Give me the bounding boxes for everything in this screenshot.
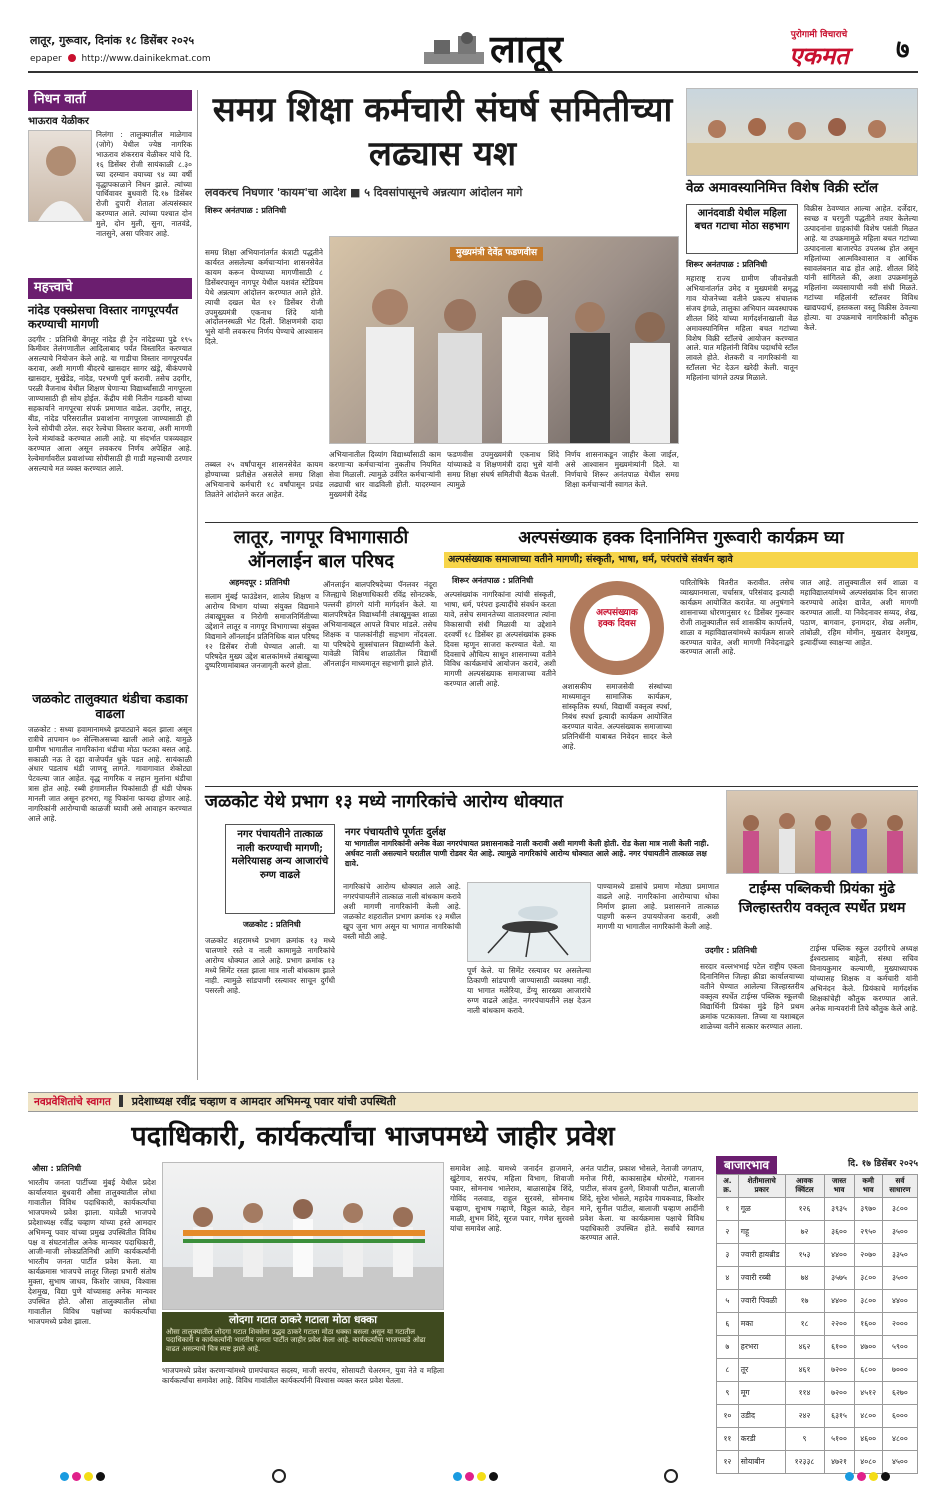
market-title: बाजारभाव [716, 1156, 777, 1174]
epaper-icon [68, 54, 76, 62]
epaper-line [30, 54, 211, 66]
market-row [717, 1221, 918, 1244]
market-cell: गूळ [738, 1198, 785, 1221]
market-cell: ४७२१ [824, 1451, 854, 1474]
mosquito-icon [468, 883, 591, 962]
stall-col1: महाराष्ट्र राज्य ग्रामीण जीवनोन्नती अभियानांतर्गत उमेद व मुख्यमंत्री समृद्ध गाव योजनेच्या वतीने प्रकल्प संचालक संजय इंगळे, तालुका अभियान व्यवस्थापक शीतल शिंदे यांच्या मार्गदर्शनाखाली वेळ अमावस्यानिमित्त महिला बचत गटांच्या विशेष विक्री स्टॉलचे आयोजन करण्यात आले. यात महिलांनी विविध पदार्थांचे स्टॉल लावले होते. शेतकरी व नागरिकांनी या स्टॉलला भेट देऊन खरेदी केली. यातून महिलांना चांगले उत्पन्न मिळाले. [686, 274, 798, 383]
market-col-header: आवक क्विंटल [785, 1175, 824, 1198]
market-cell: १६०० [854, 1313, 882, 1336]
bjp-col4: अनंत पाटील, प्रकाश भोसले, नेताजी जगताप, मनोज गिरी, काकासाहेब थोरमोटे, गजानन पाटील, संजय हुलगे, शिवाजी पाटील, बालाजी शिंदे, सुरेश भोसले, महादेव गायकवाड, किशोर माने, सुनील पाटील, बालाजी चव्हाण आदींनी प्रवेश केला. या कार्यक्रमास पक्षाचे विविध पदाधिकारी उपस्थित होते. सर्वांचे स्वागत करण्यात आले. [580, 1164, 704, 1243]
health-story [205, 790, 719, 1070]
market-cell: ३५७५ [824, 1267, 854, 1290]
black-dot [489, 1472, 498, 1481]
market-cell: १० [717, 1405, 739, 1428]
market-cell: ४०८० [854, 1451, 882, 1474]
market-cell: ६ [717, 1313, 739, 1336]
yellow-dot [869, 1472, 878, 1481]
bal-parishad-headline: लातूर, नागपूर विभागासाठी ऑनलाईन बाल परिषद [233, 527, 409, 572]
market-cell: ४ [717, 1267, 739, 1290]
market-cell: ३५०० [882, 1267, 917, 1290]
dateline: लातूर, गुरूवार, दिनांक १८ डिसेंबर २०२५ [30, 34, 195, 47]
row-divider-1 [205, 522, 918, 523]
meeting-photo-icon [330, 237, 679, 444]
yellow-dot [84, 1472, 93, 1481]
lead-story [205, 88, 680, 520]
health-headline: जळकोट येथे प्रभाग १३ मध्ये नागरिकांचे आरोग्य धोक्यात [205, 792, 563, 812]
important-text: उदगीर : प्रतिनिधी बेंगलूर नांदेड ही ट्रेन नांदेडच्या पुढे १९५ किमीवर तेलंगणातील आदिलाबाद पर्यंत विस्तारित करण्यात असल्याचे नियोजन केले आहे. या गाडीचा विस्तार नागपूरपर्यंत करावा, अशी मागणी बीदरचे खासदार सागर खंड्रे, बीकंपणचे खासदार, मुखेडेड, नांदेड, परभणी पूर्ण करावी. तसेच उदगीर, परळी वैजनाथ येथील शिक्षण घेणाऱ्या विद्यार्थ्यांसाठी नागपूरला जाण्यासाठी ही सोय होईल. केंद्रीय मंत्री नितीन गडकरी यांच्या सहकार्याने नागपूरचा संपर्क प्रमाणात वाढेल. उदगीर, लातूर, बीड, नांदेड परिसरातील प्रवाशांना नागपूरला जाण्यासाठी ही रेल्वे सोयीची ठरेल. सदर रेल्वेचा विस्तार करावा, अशी मागणी रेल्वे मंत्र्यांकडे करण्यात आली आहे. या संदर्भात पत्रव्यवहार करण्यात आला असून लवकरच निर्णय अपेक्षित आहे. रेल्वेमार्गावरील प्रवाशांच्या सोयीसाठी ही गाडी महत्त्वाची ठरणार असल्याचे मत व्यक्त करण्यात आले. [28, 334, 192, 473]
market-cell: ९ [785, 1428, 824, 1451]
market-cell: ५ [717, 1290, 739, 1313]
jalkot-cold-text: जळकोट : सध्या हवामानामध्ये झपाट्याने बदल झाला असून रात्रीचे तापमान ७० सेल्सिअसच्या खाली आले आहे. यामुळे ग्रामीण भागातील नागरिकांना थंडीचा मोठा फटका बसत आहे. सकाळी नऊ ते दहा वाजेपर्यंत धुके पडत आहे. सायंकाळी अंधार पडताच थंडी जाणवू लागते. गावागावात शेकोट्या पेटवल्या जात आहेत. वृद्ध नागरिक व लहान मुलांना थंडीचा त्रास होत आहे. रब्बी हंगामातील पिकांसाठी ही थंडी पोषक मानली जात असून हरभरा, गहू पिकांना फायदा होणार आहे. नागरिकांनी आरोग्याची काळजी घ्यावी असे आवाहन करण्यात आले आहे. [28, 724, 192, 824]
yellow-dot [477, 1472, 486, 1481]
market-cell: मका [738, 1313, 785, 1336]
lead-photo [329, 236, 679, 444]
market-cell: ९ [717, 1382, 739, 1405]
market-col-header: अ. क्र. [717, 1175, 739, 1198]
minority-col1: अल्पसंख्यांक नागरिकांना त्यांची संस्कृती, भाषा, धर्म, परंपरा इत्यादींचे संवर्धन करता यावे, तसेच समानतेच्या वातावरणात त्यांना विकासाची संधी मिळावी या उद्देशाने दरवर्षी १८ डिसेंबर हा अल्पसंख्यांक हक्क दिवस म्हणून साजरा करण्यात येतो. या दिवसाचे औचित्य साधून शासनाच्या वतीने विविध कार्यक्रमांचे आयोजन करावे, अशी मागणी अल्पसंख्याक समाजाच्या वतीने करण्यात आली आहे. [444, 590, 556, 689]
market-cell: ६१०० [824, 1336, 854, 1359]
cyan-dot [845, 1472, 854, 1481]
health-byline: जळकोट : प्रतिनिधी [243, 920, 301, 929]
market-header [716, 1156, 918, 1174]
market-cell: करडी [738, 1428, 785, 1451]
market-col-header: जास्त भाव [824, 1175, 854, 1198]
epaper-label: epaper [30, 54, 62, 64]
bjp-photo-caption-text: औसा तालुक्यातील लोदगा गटात शिवसेना उद्धव ठाकरे गटाला मोठा धक्का बसला असून या गटातील पदाधिकारी व कार्यकर्त्यांनी भारतीय जनता पार्टीत जाहीर प्रवेश केला आहे. कार्यकर्त्यांचा भाजपकडे ओढा वाढत असल्याचे चित्र स्पष्ट झाले आहे. [166, 1327, 426, 1354]
market-cell: ६००० [882, 1405, 917, 1428]
market-cell: ४५१२ [854, 1382, 882, 1405]
health-lead-label: नगर पंचायतीचे पूर्णतः दुर्लक्ष [345, 827, 446, 838]
market-col-header: शेतीमालाचे प्रकार [738, 1175, 785, 1198]
market-cell: २ [717, 1221, 739, 1244]
dots-left [60, 1472, 105, 1481]
lead-col1 [205, 248, 323, 458]
award-group-icon [727, 791, 918, 874]
party-joining-photo-icon [163, 1163, 444, 1310]
person-portrait-icon [29, 131, 92, 222]
market-cell: २२०० [824, 1313, 854, 1336]
bjp-byline: औसा : प्रतिनिधी [32, 1164, 82, 1173]
brand-logo [748, 30, 890, 72]
magenta-dot [465, 1472, 474, 1481]
market-row [717, 1359, 918, 1382]
health-box [225, 824, 335, 914]
market-date: दि. १७ डिसेंबर २०२५ [847, 1159, 918, 1170]
market-cell: ४६०० [854, 1428, 882, 1451]
market-cell: ४४०० [824, 1290, 854, 1313]
lead-col2: अभियानातील दिव्यांग विद्यार्थ्यांसाठी काम करणाऱ्या कर्मचाऱ्यांना नुकतीच नियमित सेवा मिळाली. त्यामुळे उर्वरित कर्मचाऱ्यांनी लढ्याची धार वाढविली होती. यादरम्यान मुख्यमंत्री देवेंद्र [329, 450, 441, 499]
jalkot-cold-headline: जळकोट तालुक्यात थंडीचा कडाका वाढला [32, 690, 188, 722]
market-cell: गहू [738, 1221, 785, 1244]
minority-story [444, 526, 918, 782]
lead-col3: फडणवीस उपमुख्यमंत्री एकनाथ शिंदे यांच्याकडे व शिक्षणमंत्री दादा भुसे यांनी समग्र शिक्षा संघर्ष समितीची बैठक घेतली. त्यामुळे [447, 450, 559, 489]
health-col2: नागरिकांचे आरोग्य धोक्यात आले आहे. नगरपंचायतीने तात्काळ नाली बांधकाम करावे अशी मागणी नागरिकांनी केली आहे. जळकोट शहरातील प्रभाग क्रमांक १३ मधील खूप जुना भाग असून या भागात नागरिकांची वस्ती मोठी आहे. [343, 882, 461, 941]
health-lead [345, 826, 719, 876]
magenta-dot [857, 1472, 866, 1481]
times-col1: सरदार वल्लभभाई पटेल राष्ट्रीय एकता दिनानिमित्त जिल्हा क्रीडा कार्यालयाच्या वतीने घेण्यात आलेल्या जिल्हास्तरीय वक्तृत्व स्पर्धेत टाईम्स पब्लिक स्कूलची विद्यार्थिनी प्रियंका मुंढे हिने प्रथम क्रमांक पटकावला. तिच्या या यशाबद्दल शाळेच्या वतीने सत्कार करण्यात आला. [700, 962, 804, 1031]
bjp-banner-sep [119, 1095, 123, 1107]
market-cell: १२६ [785, 1198, 824, 1221]
market-cell: ७४ [785, 1267, 824, 1290]
market-cell: ४८०० [854, 1405, 882, 1428]
market-row [717, 1267, 918, 1290]
bal-parishad-col2: ऑनलाईन बालपरिषदेच्या पॅनलवर नंदूरा जिल्ह्याचे शिक्षणाधिकारी रविंद्र सोनटक्के, पल्लवी हांगरगे यांनी मार्गदर्शन केले. या बालपरिषदेत विद्यार्थ्यांनी तंबाखूमुक्त शाळा अभियानाबद्दल आपले विचार मांडले. तसेच शिक्षक व पालकांनीही सहभाग नोंदवला. या परिषदेचे सूत्रसंचालन विद्यार्थ्यांनी केले. यावेळी विविध शाळांतील विद्यार्थी ऑनलाईन माध्यमातून सहभागी झाले होते. [323, 580, 437, 669]
market-box [716, 1156, 918, 1467]
market-row [717, 1290, 918, 1313]
market-cell: ३३५० [882, 1244, 917, 1267]
bal-parishad-byline: अहमदपूर : प्रतिनिधी [229, 578, 290, 587]
market-cell: ७००० [882, 1359, 917, 1382]
market-cell: ७२०० [824, 1382, 854, 1405]
minority-col2: अशासकीय समाजसेवी संस्थांच्या माध्यमातून सामाजिक कार्यक्रम, सांस्कृतिक स्पर्धा, विद्यार्थी वक्तृत्व स्पर्धा, निबंध स्पर्धा इत्यादी कार्यक्रम आयोजित करण्यात यावेत. अल्पसंख्याक समाजाच्या प्रतिनिधींनी याबाबत निवेदन सादर केले आहे. [562, 682, 672, 751]
obituary-section-title: निधन वार्ता [28, 90, 192, 111]
market-cell: ११ [717, 1428, 739, 1451]
cyan-dot [60, 1472, 69, 1481]
market-cell: सोयाबीन [738, 1451, 785, 1474]
bal-parishad-col1: सलाम मुंबई फाउंडेशन, शालेय शिक्षण व आरोग्य विभाग यांच्या संयुक्त विद्यमाने तंबाखूमुक्त व निरोगी समाजनिर्मितीच्या उद्देशाने लातूर व नागपूर विभागाच्या संयुक्त विद्यमाने ऑनलाईन प्रतिनिधिक बाल परिषद १२ डिसेंबर रोजी घेण्यात आली. या परिषदेत मुख्य उद्देश बालकांमध्ये तंबाखूच्या दुष्परिणामांबाबत जनजागृती करणे होता. [205, 592, 319, 671]
photo-banner: मुख्यमंत्री देवेंद्र फडणवीस [450, 247, 543, 261]
cyan-dot [453, 1472, 462, 1481]
important-section-title: महत्त्वाचे [28, 278, 192, 299]
mosquito-photo [467, 882, 591, 962]
market-cell: ४६१ [785, 1359, 824, 1382]
stall-subhead: आनंदवाडी येथील महिला बचत गटाचा मोठा सहभाग [694, 208, 790, 232]
brand-tagline: पुरोगामी विचाराचे [790, 30, 848, 40]
bjp-photo-caption [162, 1312, 444, 1362]
stall-photo [686, 88, 918, 176]
market-cell: ५१०० [824, 1428, 854, 1451]
market-cell: ७ [717, 1336, 739, 1359]
market-col-header: सर्व साधारण [882, 1175, 917, 1198]
market-cell: ७२०० [824, 1359, 854, 1382]
times-headline: टाईम्स पब्लिकची प्रियंका मुंढे जिल्हास्तरीय वक्तृत्व स्पर्धेत प्रथम [738, 881, 906, 916]
times-col2: टाईम्स पब्लिक स्कूल उदगीरचे अध्यक्ष ईश्वरप्रसाद बाहेती, संस्था सचिव विनायकुमार कल्याणी, मुख्याध्यापक यांच्यासह शिक्षक व कर्मचारी यांनी अभिनंदन केले. प्रियंकाचे मार्गदर्शक शिक्षकांचेही कौतुक करण्यात आले. अनेक मान्यवरांनी तिचे कौतुक केले आहे. [810, 944, 918, 1013]
obituary-photo [28, 130, 92, 222]
minority-headline: अल्पसंख्याक हक्क दिनानिमित्त गुरूवारी कार्यक्रम घ्या [518, 528, 844, 548]
dots-right [845, 1472, 890, 1481]
minority-byline: शिरूर अनंतपाळ : प्रतिनिधी [452, 576, 534, 585]
stall-byline: शिरूर अनंतपाळ : प्रतिनिधी [686, 260, 768, 269]
health-col4: पाण्यामध्ये डासांचे प्रमाण मोठ्या प्रमाणात वाढले आहे. नागरिकांना आरोग्याचा धोका निर्माण झाला आहे. प्रशासनाने तात्काळ पाहणी करून उपाययोजना करावी, अशी मागणी या भागातील नागरिकांनी केली आहे. [597, 882, 719, 931]
lead-byline: शिरूर अनंतपाळ : प्रतिनिधी [205, 206, 287, 216]
masthead-rule [28, 71, 918, 73]
market-cell: ३८०० [854, 1267, 882, 1290]
obituary-text: निलंगा : तालुक्यातील माळेगाव (जोगे) येथील ज्येष्ठ नागरिक भाऊराव शंकरराव येळीकर यांचे दि. १६ डिसेंबर रोजी सायंकाळी ८.३० च्या दरम्यान वयाच्या ९४ व्या वर्षी वृद्धापकाळाने निधन झाले. त्यांच्या पार्थिवावर बुधवारी दि.१७ डिसेंबर रोजी दुपारी शेताता अंत्यसंस्कार करण्यात आले. त्यांच्या पश्चात दोन मुले, दोन मुली, सुना, नातवंडे, नातसुने, असा परिवार आहे. [96, 129, 192, 239]
lead-col1-text: समग्र शिक्षा अभियानांतर्गत कंत्राटी पद्धतीने कार्यरत असलेल्या कर्मचाऱ्यांना शासनसेवेत कायम करून घेण्याच्या मागणीसाठी ८ डिसेंबरपासून नागपूर येथील यशवंत स्टेडियम येथे अन्नत्याग आंदोलन करण्यात आले होते. त्याची दखल घेत १२ डिसेंबर रोजी उपमुख्यमंत्री एकनाथ शिंदे यांनी आंदोलनस्थळी भेट दिली. शिक्षणमंत्री दादा भुसे यांनी लवकरच निर्णय घेण्याचे आश्वासन दिले. [205, 248, 323, 347]
market-cell: उडीद [738, 1405, 785, 1428]
registration-mark-icon [664, 1469, 678, 1483]
bjp-col1: भारतीय जनता पार्टीच्या मुंबई येथील प्रदेश कार्यालयात बुधवारी औसा तालुक्यातील लोधा गावातील विविध पदाधिकारी, कार्यकर्त्यांचा भाजपमध्ये प्रवेश झाला. यावेळी भाजपचे प्रदेशाध्यक्ष रवींद्र चव्हाण यांच्या हस्ते आमदार अभिमन्यू पवार यांच्या प्रमुख उपस्थितीत विविध पक्ष व संघटनांतील अनेक मान्यवर पदाधिकारी, आजी-माजी लोकप्रतिनिधी आणि कार्यकर्त्यांनी भारतीय जनता पार्टीत प्रवेश केला. या कार्यक्रमास भाजपचे लातूर जिल्हा प्रभारी संतोष मुक्ता, सुभाष जाधव, किशोर जाधव, विश्वास देशमुख, विद्या पुणे यांच्यासह अनेक मान्यवर उपस्थित होते. औसा तालुक्यातील लोधा गावातील विविध पक्षांच्या कार्यकर्त्यांचा भाजपमध्ये प्रवेश झाला. [28, 1178, 156, 1326]
dots-mid [453, 1472, 498, 1481]
market-cell: ज्वारी हायब्रीड [738, 1244, 785, 1267]
health-lead-text: या भागातील नागरिकांनी अनेक वेळा नगरपंचायत प्रशासनाकडे नाली करावी अशी मागणी केली होती. रोड केला मात्र नाली केली नाही. अर्धवट नाली असल्याने घरातील पाणी रोडवर येत आहे. त्यामुळे नागरिकांचे आरोग्य धोक्यात आले आहे. नगर पंचायतीने तात्काळ लक्ष द्यावे. [345, 839, 710, 868]
market-cell: ३ [717, 1244, 739, 1267]
market-cell: ८ [717, 1359, 739, 1382]
market-cell: ११४ [785, 1382, 824, 1405]
bjp-headline: पदाधिकारी, कार्यकर्त्यांचा भाजपमध्ये जाहीर प्रवेश [131, 1121, 615, 1152]
bjp-photo [162, 1162, 444, 1310]
market-col-header: कमी भाव [854, 1175, 882, 1198]
market-cell: हरभरा [738, 1336, 785, 1359]
market-row [717, 1198, 918, 1221]
market-cell: तूर [738, 1359, 785, 1382]
market-row [717, 1244, 918, 1267]
brand-name: एकमत [789, 40, 849, 70]
epaper-link[interactable]: http://www.dainikekmat.com [81, 54, 211, 64]
row-divider-2 [205, 786, 918, 787]
minority-col4: जात आहे. तालुक्यातील सर्व शाळा व महाविद्यालयांमध्ये अल्पसंख्यांक दिन साजरा करण्याचे आदेश द्यावेत, अशी मागणी करण्यात आली. या निवेदनावर सय्यद, शेख, पठाण, बागवान, इनामदार, शेख अलीम, तांबोळी, रहिम मोमीन, मुखतार देशमुख, इत्यादींच्या स्वाक्षऱ्या आहेत. [800, 578, 918, 647]
market-cell: १८ [785, 1313, 824, 1336]
market-cell: ४७०० [854, 1336, 882, 1359]
times-photo [726, 790, 918, 874]
bjp-col2: भाजपमध्ये प्रवेश करणाऱ्यांमध्ये ग्रामपंचायत सदस्य, माजी सरपंच, सोसायटी चेअरमन, युवा नेते व महिला कार्यकर्त्यांचा समावेश आहे. विविध गावांतील कार्यकर्त्यांनी विश्वास व्यक्त करत प्रवेश घेतला. [162, 1366, 444, 1385]
bal-parishad-story [205, 526, 437, 782]
stall-headline: वेळ अमावस्यानिमित्त विशेष विक्री स्टॉल [686, 180, 878, 196]
market-cell: ४४०० [882, 1290, 917, 1313]
market-cell: १२३३८ [785, 1451, 824, 1474]
market-cell: २४२ [785, 1405, 824, 1428]
minority-col3: पारितोषिके वितरीत करावीत. तसेच व्याख्यानमाला, चर्चासत्र, परिसंवाद इत्यादी कार्यक्रम आयोजित करावेत. या अनुषंगाने शासनाच्या धोरणानुसार १८ डिसेंबर गुरूवार रोजी तालुक्यातील सर्व शासकीय कार्यालये, शाळा व महाविद्यालयांमध्ये कार्यक्रम साजरे करण्यात यावेत, अशी मागणी निवेदनाद्वारे करण्यात आली आहे. [680, 578, 794, 657]
color-registration-bar [60, 1466, 890, 1486]
bjp-col3: समावेश आहे. यामध्ये जनार्दन हाजमाने, खुंटेगाव, सरपंच, महिला विभाग, शिवाजी पवार, सोमनाथ भालेराव, बाळासाहेब शिंदे, गोविंद नलवाड, राहुल सुरवसे, सोमनाथ चव्हाण, सुभाष गव्हाणे, विठ्ठल काळे, रोहन माळी, शुभम शिंदे, सूरज पवार, गणेश सुरवसे यांचा समावेश आहे. [450, 1164, 574, 1233]
lead-col4: निर्णय शासनाकडून जाहीर केला जाईल, असे आश्वासन मुख्यमंत्र्यांनी दिले. या निर्णयाचे शिरूर अनंतपाळ येथील समग्र शिक्षा कर्मचाऱ्यांनी स्वागत केले. [565, 450, 679, 489]
market-cell: २००० [882, 1313, 917, 1336]
health-box-text: नगर पंचायतीने तात्काळ नाली करण्याची मागणी; मलेरियासह अन्य आजारांचे रुग्ण वाढले [231, 829, 329, 881]
stall-col2: विक्रीस ठेवण्यात आल्या आहेत. दर्जेदार, स्वच्छ व घरगुती पद्धतीने तयार केलेल्या उत्पादनांना ग्राहकांची विशेष पसंती मिळत आहे. या उपक्रमामुळे महिला बचत गटांच्या उत्पादनाला बाजारपेठ उपलब्ध होत असून महिलांच्या आत्मविश्वासात व आर्थिक स्वावलंबनात वाढ होत आहे. शीतल शिंदे यांनी सांगितले की, अशा उपक्रमांमुळे महिलांना व्यवसायाची नवी संधी मिळते. गटांच्या महिलांनी स्टॉलवर विविध खाद्यपदार्थ, हस्तकला वस्तू विक्रीस ठेवल्या होत्या. या उपक्रमाचे नागरिकांनी कौतुक केले. [804, 204, 918, 333]
market-cell: ३५०० [882, 1221, 917, 1244]
market-table [716, 1174, 918, 1474]
market-row [717, 1336, 918, 1359]
health-col3: पूर्ण केले. या सिमेंट रस्त्यावर घर असलेल्या ठिकाणी सांडपाणी जाण्यासाठी व्यवस्था नाही. या भागात मलेरिया, डेंग्यू सारख्या आजारांचे रुग्ण वाढले आहेत. नगरपंचायतीने लक्ष देऊन नाली बांधकाम करावे. [467, 966, 591, 1015]
city-emblem-icon [420, 30, 488, 68]
market-cell: २०७० [854, 1244, 882, 1267]
market-row [717, 1428, 918, 1451]
market-row [717, 1405, 918, 1428]
market-table-head [717, 1175, 918, 1198]
market-cell: ४४०० [824, 1244, 854, 1267]
left-column-divider [197, 90, 198, 1080]
market-cell: ७२ [785, 1221, 824, 1244]
bjp-photo-caption-title: लोदगा गटात ठाकरे गटाला मोठा धक्का [229, 1314, 377, 1326]
market-table-body [717, 1198, 918, 1474]
market-row [717, 1313, 918, 1336]
market-cell: ३६०० [824, 1221, 854, 1244]
market-cell: मूग [738, 1382, 785, 1405]
left-column [28, 90, 192, 1080]
masthead [0, 0, 945, 74]
black-dot [96, 1472, 105, 1481]
market-cell: ३९३५ [824, 1198, 854, 1221]
market-cell: ४८०० [882, 1428, 917, 1451]
market-cell: ज्वारी पिवळी [738, 1290, 785, 1313]
lead-headline: समग्र शिक्षा कर्मचारी संघर्ष समितीच्या लढ्यास यश [212, 90, 673, 174]
market-cell: ६३१५ [824, 1405, 854, 1428]
market-row [717, 1382, 918, 1405]
bjp-banner-text: प्रदेशाध्यक्ष रवींद्र चव्हाण व आमदार अभिमन्यू पवार यांची उपस्थिती [131, 1095, 396, 1108]
minority-graphic [562, 578, 672, 678]
minority-graphic-label: अल्पसंख्याक हक्क दिवस [596, 608, 638, 629]
stall-crowd-icon [687, 89, 918, 176]
page-number: ७ [896, 35, 910, 65]
market-cell: १२ [717, 1451, 739, 1474]
bjp-banner-label: नवप्रवेशितांचे स्वागत [34, 1096, 111, 1108]
times-byline: उदगीर : प्रतिनिधी [705, 946, 757, 955]
registration-mark-icon [272, 1469, 286, 1483]
market-cell: ज्वारी रब्बी [738, 1267, 785, 1290]
lead-subhead: लवकरच निघणार 'कायम'चा आदेश ■ ५ दिवसांपासूनचे अन्नत्याग आंदोलन मागे [205, 186, 523, 199]
black-dot [881, 1472, 890, 1481]
market-cell: ३९७० [854, 1198, 882, 1221]
stall-story [686, 88, 918, 520]
stall-subhead-box [686, 204, 798, 254]
city-title: लातूर [490, 26, 563, 71]
market-cell: ६२७० [882, 1382, 917, 1405]
market-cell: ५९०० [882, 1336, 917, 1359]
market-cell: १ [717, 1198, 739, 1221]
market-cell: ३८०० [882, 1198, 917, 1221]
minority-subhead: अल्पसंख्याक समाजाच्या वतीने मागणी; संस्कृती, भाषा, धर्म, परंपरांचे संवर्धन व्हावे [444, 552, 918, 568]
bjp-banner [28, 1092, 918, 1112]
market-cell: २९५० [854, 1221, 882, 1244]
masthead-emblem [420, 30, 488, 68]
market-cell: १५३ [785, 1244, 824, 1267]
market-cell: १७ [785, 1290, 824, 1313]
magenta-dot [72, 1472, 81, 1481]
obituary-name: भाऊराव येळीकर [28, 115, 89, 127]
lead-col1b: तब्बल २५ वर्षांपासून शासनसेवेत कायम होण्याच्या प्रतीक्षेत असलेले समग्र शिक्षा अभियानाचे कर्मचारी १८ वर्षांपासून प्रचंड तिव्रतेने आंदोलने करत आहेत. [205, 460, 323, 499]
market-cell: ३८०० [854, 1290, 882, 1313]
market-cell: ४६२ [785, 1336, 824, 1359]
market-cell: ४५०० [882, 1451, 917, 1474]
market-cell: ६८०० [854, 1359, 882, 1382]
health-col1: जळकोट शहरामध्ये प्रभाग क्रमांक १३ मध्ये चालणारे रस्ते व नाली कामामुळे नागरिकांचे आरोग्य धोक्यात आले आहे. प्रभाग क्रमांक १३ मध्ये सिमेंट रस्ता झाला मात्र नाली बांधकाम झाले नाही. त्यामुळे सांडपाणी रस्त्यावर साचून दुर्गंधी पसरली आहे. [205, 936, 335, 995]
important-headline: नांदेड एक्स्प्रेसचा विस्तार नागपूरपर्यंत करण्याची मागणी [28, 302, 179, 332]
